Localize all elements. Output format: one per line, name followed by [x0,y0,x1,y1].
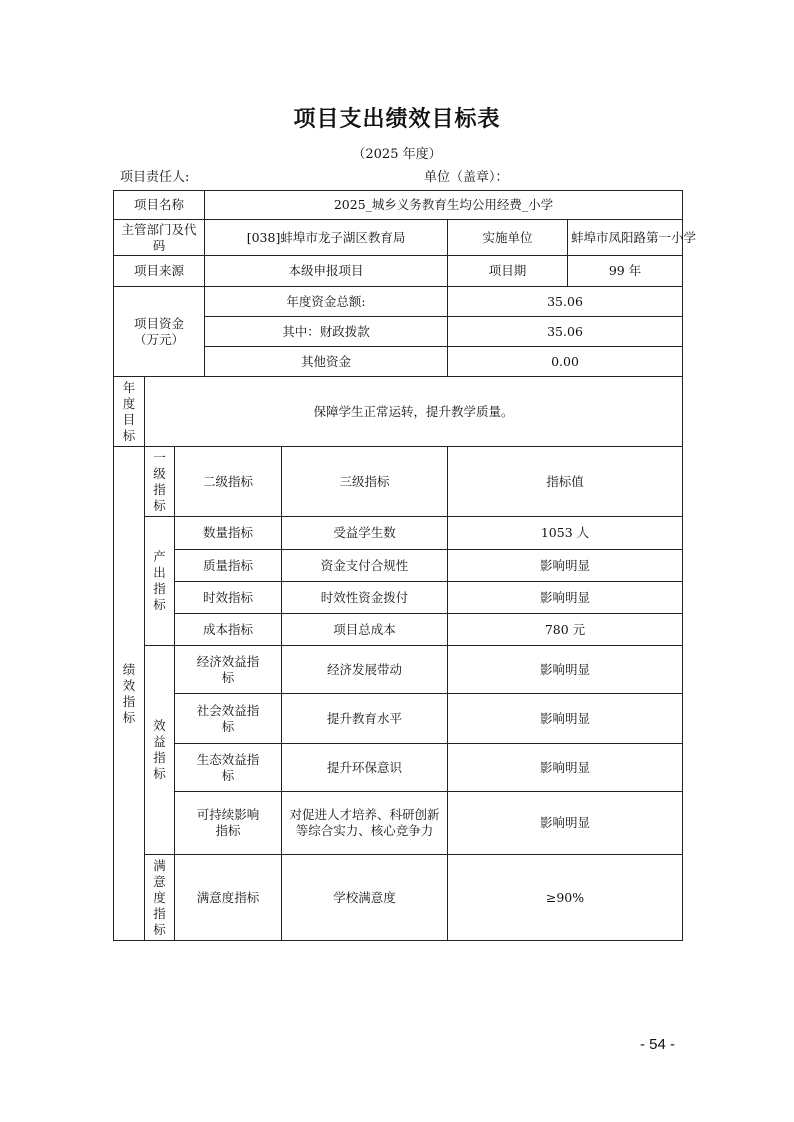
output-l3: 受益学生数 [282,517,448,550]
output-value: 影响明显 [448,550,683,582]
benefit-l2-text: 生态效益指标 [196,751,260,783]
benefit-label-text: 效益指标 [153,718,166,781]
benefit-l3: 提升环保意识 [282,744,448,792]
benefit-label [145,646,175,855]
output-label [145,517,175,646]
satisfaction-label-text: 满意度指标 [153,857,166,937]
annual-goal-text: 保障学生正常运转，提升教学质量。 [145,377,683,447]
benefit-l3: 经济发展带动 [282,646,448,694]
performance-label-text: 绩效指标 [122,661,136,725]
funds-other-label: 其他资金 [205,347,448,377]
annual-goal-label [114,377,145,447]
level2-head: 二级指标 [175,447,282,517]
satisfaction-l3: 学校满意度 [282,855,448,941]
benefit-value: 影响明显 [448,792,683,855]
funds-total-label: 年度资金总额: [205,287,448,317]
impl-unit-label: 实施单位 [448,220,568,256]
benefit-l2 [175,694,282,744]
source-value: 本级申报项目 [205,256,448,287]
benefit-value: 影响明显 [448,744,683,792]
output-value: 1053 人 [448,517,683,550]
benefit-l2-text: 社会效益指标 [196,702,260,734]
satisfaction-value: ≥90% [448,855,683,941]
satisfaction-label [145,855,175,941]
benefit-value: 影响明显 [448,646,683,694]
satisfaction-l2-text: 满意度指标 [196,889,260,905]
funds-fiscal-value: 35.06 [448,317,683,347]
project-name-label: 项目名称 [114,191,205,220]
level1-head-text: 一级指标 [153,449,166,513]
output-l3: 项目总成本 [282,614,448,646]
year-label: （2025 年度） [352,147,442,162]
output-l2: 数量指标 [175,517,282,550]
performance-goal-table [113,190,697,941]
period-label: 项目期 [448,256,568,287]
output-value: 影响明显 [448,582,683,614]
dept-label: 主管部门及代码 [114,220,205,256]
value-head: 指标值 [448,447,683,517]
benefit-l3 [282,792,448,855]
dept-value: [038]蚌埠市龙子湖区教育局 [205,220,448,256]
benefit-l2 [175,744,282,792]
page-title: 项目支出绩效目标表 [293,107,501,132]
benefit-l3: 提升教育水平 [282,694,448,744]
source-label: 项目来源 [114,256,205,287]
output-l2: 时效指标 [175,582,282,614]
output-value: 780 元 [448,614,683,646]
performance-label [114,447,145,941]
funds-other-value: 0.00 [448,347,683,377]
funds-total-value: 35.06 [448,287,683,317]
benefit-l2-text: 经济效益指标 [196,653,260,685]
annual-goal-label-text: 年度目标 [122,379,136,443]
level1-head [145,447,175,517]
output-l2: 成本指标 [175,614,282,646]
project-name-value: 2025_城乡义务教育生均公用经费_小学 [205,191,683,220]
period-value: 99 年 [568,256,683,287]
benefit-l2 [175,792,282,855]
funds-fiscal-label: 其中：财政拨款 [205,317,448,347]
funds-label [114,287,205,377]
benefit-value: 影响明显 [448,694,683,744]
level3-head: 三级指标 [282,447,448,517]
benefit-l2 [175,646,282,694]
unit-stamp-label: 单位（盖章）： [424,170,509,185]
responsible-label: 项目责任人: [120,170,190,185]
output-l3: 时效性资金拨付 [282,582,448,614]
output-l2: 质量指标 [175,550,282,582]
benefit-l2-text: 可持续影响指标 [196,807,260,838]
page-number: - 54 - [640,1036,676,1053]
output-l3: 资金支付合规性 [282,550,448,582]
satisfaction-l2 [175,855,282,941]
output-label-text: 产出指标 [153,549,166,612]
impl-unit-value: 蚌埠市凤阳路第一小学 [568,220,683,256]
funds-label-text: 项目资金（万元） [133,315,184,347]
benefit-l3-text: 对促进人才培养、科研创新等综合实力、核心竞争力 [289,807,440,838]
